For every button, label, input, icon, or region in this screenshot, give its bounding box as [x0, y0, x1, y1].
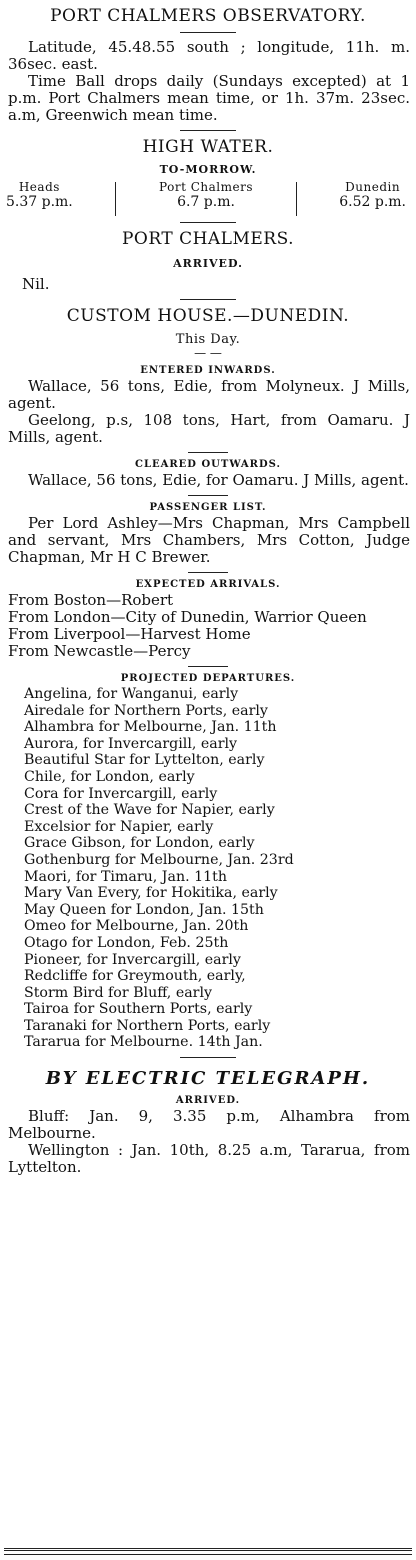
list-item: Pioneer, for Invercargill, early	[24, 951, 241, 968]
expected-item: From Liverpool—Harvest Home	[8, 625, 251, 643]
telegraph-entry: Bluff: Jan. 9, 3.35 p.m, Alhambra from Melbourne.	[8, 1107, 410, 1143]
list-item: Tairoa for Southern Ports, early	[24, 1001, 253, 1018]
tide-heads	[6, 180, 73, 216]
passenger-list: Per Lord Ashley—Mrs Chapman, Mrs Campbell and servant, Mrs Chambers, Mrs Cotton, Judge Chapman, Mr H C Brewer.	[8, 514, 410, 566]
divider	[180, 130, 236, 131]
bottom-double-rule	[4, 1548, 412, 1555]
list-item: Otago for London, Feb. 25th	[24, 934, 229, 951]
list-item: Angelina, for Wanganui, early	[24, 686, 239, 702]
column-separator	[296, 182, 297, 216]
port-arrived-text: Nil.	[22, 275, 50, 293]
cleared-item: Wallace, 56 tons, Edie, for Oamaru. J Mills, agent.	[28, 471, 409, 489]
passenger-list-heading: PASSENGER LIST.	[149, 502, 267, 513]
list-item: Grace Gibson, for London, early	[24, 835, 255, 852]
list-item: May Queen for London, Jan. 15th	[24, 901, 264, 918]
observatory-title: PORT CHALMERS OBSERVATORY.	[50, 6, 366, 26]
dashes: — —	[194, 346, 222, 360]
projected-departures-list	[0, 686, 416, 1051]
custom-house-subtitle: This Day.	[175, 332, 241, 347]
list-item: Tararua for Melbourne. 14th Jan.	[24, 1034, 263, 1051]
custom-house-title: CUSTOM HOUSE.—DUNEDIN.	[66, 306, 350, 326]
list-item: Mary Van Every, for Hokitika, early	[24, 885, 278, 902]
divider	[188, 666, 228, 667]
tide-place: Port Chalmers	[159, 180, 253, 194]
list-item: Gothenburg for Melbourne, Jan. 23rd	[24, 851, 294, 868]
tide-port-chalmers	[159, 180, 253, 216]
list-item: Crest of the Wave for Napier, early	[24, 802, 275, 819]
list-item: Chile, for London, early	[24, 768, 195, 785]
list-item: Storm Bird for Bluff, early	[24, 984, 213, 1001]
list-item: Aurora, for Invercargill, early	[24, 735, 238, 752]
high-water-subtitle: TO-MORROW.	[159, 163, 257, 176]
list-item: Omeo for Melbourne, Jan. 20th	[24, 918, 249, 935]
column-separator	[115, 182, 116, 216]
divider	[180, 222, 236, 223]
expected-item: From London—City of Dunedin, Warrior Queen	[8, 608, 367, 626]
entered-inwards-heading: ENTERED INWARDS.	[140, 365, 276, 376]
tide-time: 6.52 p.m.	[339, 194, 406, 210]
telegraph-title: BY ELECTRIC TELEGRAPH.	[45, 1068, 371, 1090]
divider	[188, 452, 228, 453]
expected-item: From Newcastle—Percy	[8, 642, 191, 660]
list-item: Beautiful Star for Lyttelton, early	[24, 752, 265, 769]
divider	[188, 495, 228, 496]
list-item: Maori, for Timaru, Jan. 11th	[24, 868, 227, 885]
tide-place: Dunedin	[345, 180, 401, 194]
list-item: Cora for Invercargill, early	[24, 785, 218, 802]
entered-item: Wallace, 56 tons, Edie, from Molyneux. J Mills, agent.	[8, 377, 410, 412]
telegraph-entry: Wellington : Jan. 10th, 8.25 a.m, Tararua, from Lyttelton.	[8, 1141, 410, 1177]
cleared-outwards-heading: CLEARED OUTWARDS.	[134, 459, 281, 470]
port-arrived-label: ARRIVED.	[173, 257, 243, 270]
list-item: Excelsior for Napier, early	[24, 818, 214, 835]
expected-item: From Boston—Robert	[8, 591, 174, 609]
port-title: PORT CHALMERS.	[121, 229, 295, 249]
observatory-latitude: Latitude, 45.48.55 south ; longitude, 11h. m. 36sec. east.	[8, 38, 410, 73]
divider	[180, 32, 236, 33]
divider	[180, 1057, 236, 1058]
list-item: Redcliffe for Greymouth, early,	[24, 968, 246, 985]
telegraph-arrived-label: ARRIVED.	[175, 1095, 241, 1107]
expected-arrivals-heading: EXPECTED ARRIVALS.	[135, 579, 281, 590]
projected-departures-heading: PROJECTED DEPARTURES.	[120, 673, 296, 684]
entered-item: Geelong, p.s, 108 tons, Hart, from Oamaru. J Mills, agent.	[8, 411, 410, 446]
tide-time: 5.37 p.m.	[6, 194, 73, 210]
divider	[180, 299, 236, 300]
tide-dunedin	[339, 180, 406, 216]
tide-time: 6.7 p.m.	[177, 194, 235, 210]
tide-place: Heads	[18, 180, 60, 194]
tide-table	[0, 180, 416, 216]
divider	[188, 572, 228, 573]
observatory-timeball: Time Ball drops daily (Sundays excepted) at 1 p.m. Port Chalmers mean time, or 1h. 37m. 23sec. a.m, Greenwich mean time.	[8, 72, 410, 124]
list-item: Airedale for Northern Ports, early	[24, 702, 268, 719]
list-item: Taranaki for Northern Ports, early	[24, 1017, 271, 1034]
list-item: Alhambra for Melbourne, Jan. 11th	[24, 719, 277, 736]
high-water-title: HIGH WATER.	[142, 137, 274, 157]
